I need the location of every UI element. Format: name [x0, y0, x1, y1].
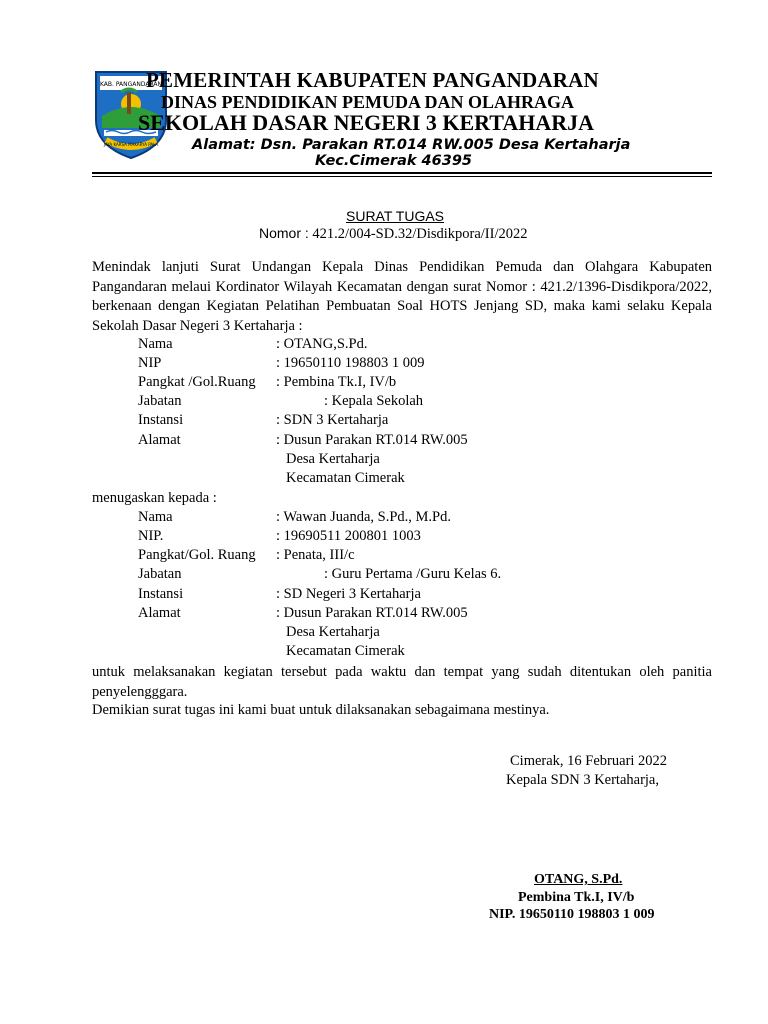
menugaskan-text: menugaskan kepada : [92, 490, 217, 506]
assignee-instansi-label: Instansi [138, 586, 184, 602]
assigner-pangkat-value: : Pembina Tk.I, IV/b [276, 374, 397, 390]
assigner-instansi-label: Instansi [138, 412, 184, 428]
letter-number [259, 225, 528, 243]
assigner-alamat-value-2: Desa Kertaharja [286, 451, 380, 467]
letterhead-rule-thin [92, 176, 712, 177]
assigner-nama-label: Nama [138, 336, 173, 352]
assigner-instansi-value: : SDN 3 Kertaharja [276, 412, 389, 428]
assigner-nip-value: : 19650110 198803 1 009 [276, 355, 425, 371]
assigner-alamat-label: Alamat [138, 432, 181, 448]
letterhead-line-3: SEKOLAH DASAR NEGERI 3 KERTAHARJA [138, 110, 594, 135]
assignee-instansi-value: : SD Negeri 3 Kertaharja [276, 586, 421, 602]
letter-number-value: 421.2/004-SD.32/Disdikpora/II/2022 [312, 226, 528, 242]
letter-title: SURAT TUGAS [346, 208, 445, 224]
assignee-nama-value: : Wawan Juanda, S.Pd., M.Pd. [276, 509, 451, 525]
assignee-pangkat-value: : Penata, III/c [276, 547, 355, 563]
signature-place-date: Cimerak, 16 Februari 2022 [510, 753, 668, 769]
assignee-jabatan-value: : Guru Pertama /Guru Kelas 6. [324, 566, 502, 582]
letterhead-line-1: PEMERINTAH KABUPATEN PANGANDARAN [146, 68, 599, 92]
assignee-nip-value: : 19690511 200801 1003 [276, 528, 421, 544]
assigner-jabatan-value: : Kepala Sekolah [324, 393, 424, 409]
assigner-pangkat-label: Pangkat /Gol.Ruang [138, 374, 256, 390]
assignee-nama-label: Nama [138, 509, 173, 525]
letterhead-line-2: DINAS PENDIDIKAN PEMUDA DAN OLAHRAGA [161, 92, 575, 112]
letterhead-address-1: Alamat: Dsn. Parakan RT.014 RW.005 Desa Kertaharja [192, 137, 631, 153]
letterhead-rule-thick [92, 172, 712, 174]
assignee-alamat-value-1: : Dusun Parakan RT.014 RW.005 [276, 605, 468, 621]
signature-name: OTANG, S.Pd. [534, 872, 623, 887]
intro-paragraph: Menindak lanjuti Surat Undangan Kepala Dinas Pendidikan Pemuda dan Olahgara Kabupaten Pangandaran melaui Kordinator Wilayah Kecamatan dengan surat Nomor : 421.2/1396-Disdikpora/2022, berkenaan dengan Kegiatan Pelatihan Pembuatan Soal HOTS Jenjang SD, maka kami selaku Kepala Sekolah Dasar Negeri 3 Kertaharja : [92, 259, 712, 334]
logo-top-text: KAB. PANGANDARAN [99, 81, 163, 88]
letterhead-address-2: Kec.Cimerak 46395 [315, 153, 473, 169]
signature-role: Kepala SDN 3 Kertaharja, [506, 772, 659, 788]
assigner-jabatan-label: Jabatan [138, 393, 182, 409]
assignee-alamat-label: Alamat [138, 605, 181, 621]
assignee-alamat-value-3: Kecamatan Cimerak [286, 643, 405, 659]
signature-rank: Pembina Tk.I, IV/b [518, 890, 635, 905]
letter-number-label: Nomor : [259, 225, 309, 241]
assignee-alamat-value-2: Desa Kertaharja [286, 624, 380, 640]
logo-bottom-text: JAYA KARSA MAKARYA PALA [103, 142, 159, 147]
purpose-paragraph: untuk melaksanakan kegiatan tersebut pada waktu dan tempat yang sudah ditentukan oleh panitia penyelengggara. [92, 664, 712, 700]
assigner-alamat-value-3: Kecamatan Cimerak [286, 470, 405, 486]
assigner-nama-value: : OTANG,S.Pd. [276, 336, 368, 352]
assigner-alamat-value-1: : Dusun Parakan RT.014 RW.005 [276, 432, 468, 448]
assigner-nip-label: NIP [138, 355, 162, 371]
assignee-nip-label: NIP. [138, 528, 164, 544]
closing-paragraph: Demikian surat tugas ini kami buat untuk dilaksanakan sebagaimana mestinya. [92, 702, 550, 718]
assignee-pangkat-label: Pangkat/Gol. Ruang [138, 547, 256, 563]
signature-nip: NIP. 19650110 198803 1 009 [489, 907, 655, 922]
assignee-jabatan-label: Jabatan [138, 566, 182, 582]
